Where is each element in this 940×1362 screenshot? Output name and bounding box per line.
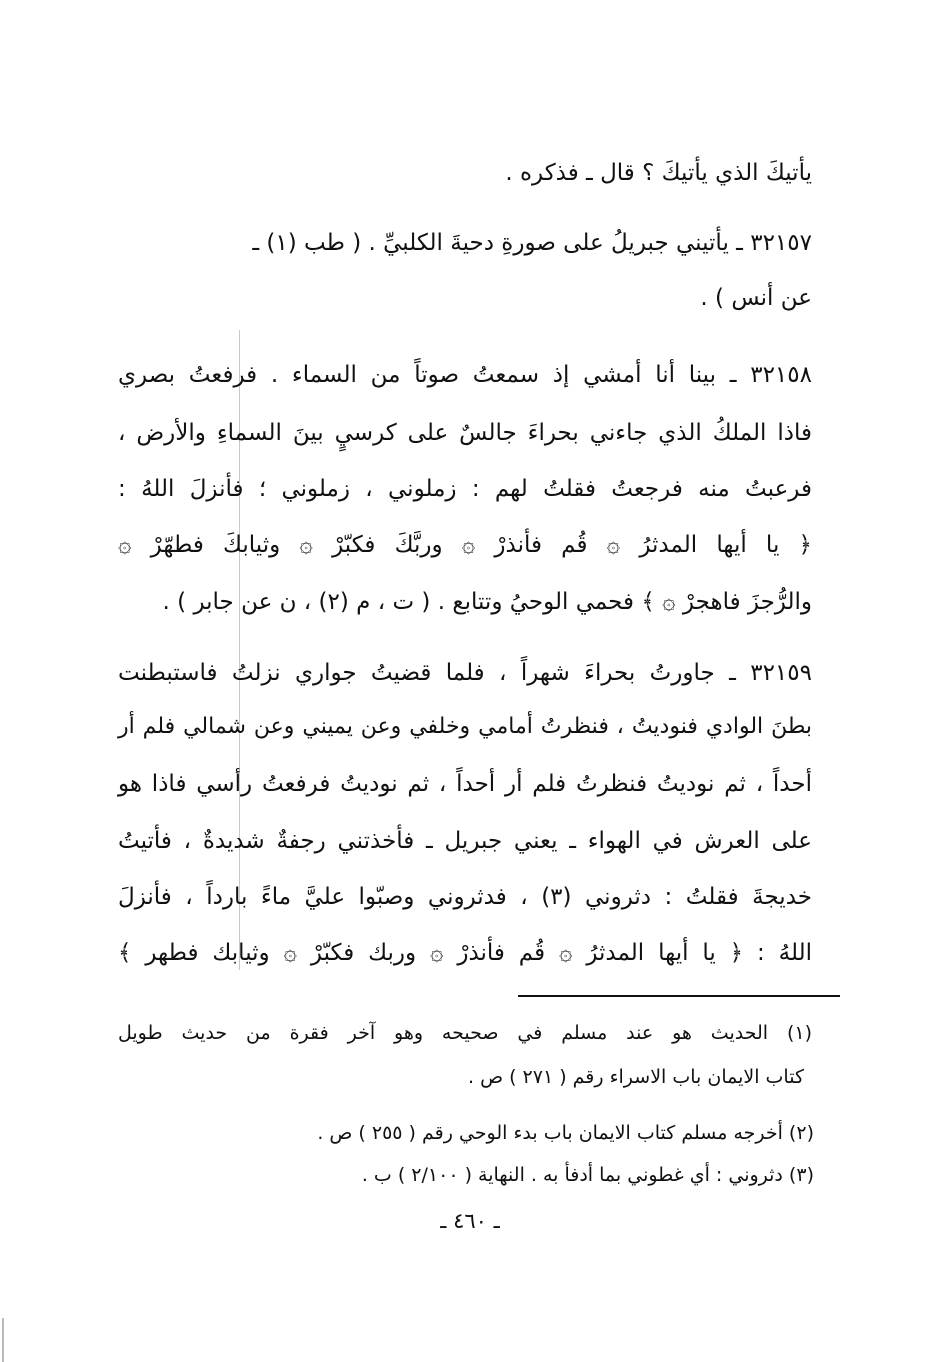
hadith-32157-line-2: عن أنس ) . [700, 285, 812, 311]
hadith-32158-line-4: ﴿ يا أيها المدثرُ ۞ قُم فأنذرْ ۞ وربَّكَ فكبّرْ ۞ وثيابكَ فطهّرْ ۞ [118, 532, 812, 558]
hadith-32159-line-1: ٣٢١٥٩ ـ جاورتُ بحراءَ شهراً ، فلما قضيتُ جواري نزلتُ فاستبطنت [118, 660, 812, 686]
hadith-32159-line-4: على العرش في الهواء ـ يعني جبريل ـ فأخذتني رجفةٌ شديدةٌ ، فأتيتُ [118, 828, 812, 854]
hadith-32159-line-2: بطنَ الوادي فنوديتُ ، فنظرتُ أمامي وخلفي وعن يميني وعن شمالي فلم أر [118, 714, 812, 739]
hadith-32158-line-3: فرعبتُ منه فرجعتُ فقلتُ لهم : زملوني ، زملوني ؛ فأنزلَ اللهُ : [118, 476, 812, 502]
footnote-3: (٣) دثروني : أي غطوني بما أدفأ به . النهاية ( ٢/١٠٠ ) ب . [361, 1164, 814, 1186]
footnote-separator [518, 995, 840, 997]
hadith-32158-line-1: ٣٢١٥٨ ـ بينا أنا أمشي إذ سمعتُ صوتاً من السماء . فرفعتُ بصري [118, 362, 812, 388]
footnote-1-line-2: كتاب الايمان باب الاسراء رقم ( ٢٧١ ) ص . [467, 1066, 804, 1088]
hadith-32157-line-1: ٣٢١٥٧ ـ يأتيني جبريلُ على صورةِ دحيةَ الكلبيِّ . ( طب (١) ـ [252, 230, 812, 256]
hadith-32159-line-3: أحداً ، ثم نوديتُ فنظرتُ فلم أر أحداً ، ثم نوديتُ فرفعتُ رأسي فاذا هو [118, 771, 812, 797]
hadith-32158-line-5: والرُّجزَ فاهجرْ ۞ ﴾ فحمي الوحيُ وتتابع . ( ت ، م (٢) ، ن عن جابر ) . [162, 589, 812, 615]
scan-edge-mark [2, 1318, 4, 1362]
footnote-1-line-1: (١) الحديث هو عند مسلم في صحيحه وهو آخر فقرة من حديث طويل [118, 1022, 812, 1044]
hadith-32158-line-2: فاذا الملكُ الذي جاءني بحراءَ جالسٌ على كرسيٍ بينَ السماءِ والأرض ، [118, 420, 812, 446]
page-number: ـ ٤٦٠ ـ [440, 1209, 500, 1233]
hadith-32159-line-5: خديجةَ فقلتُ : دثروني (٣) ، فدثروني وصبّوا عليَّ ماءً بارداً ، فأنزلَ [118, 884, 812, 910]
text-line: يأتيكَ الذي يأتيكَ ؟ قال ـ فذكره . [505, 160, 812, 186]
hadith-32159-line-6: اللهُ : ﴿ يا أيها المدثرُ ۞ قُم فأنذرْ ۞ وربك فكبّرْ ۞ وثيابك فطهر ﴾ [118, 940, 812, 966]
footnote-2: (٢) أخرجه مسلم كتاب الايمان باب بدء الوحي رقم ( ٢٥٥ ) ص . [317, 1122, 814, 1144]
